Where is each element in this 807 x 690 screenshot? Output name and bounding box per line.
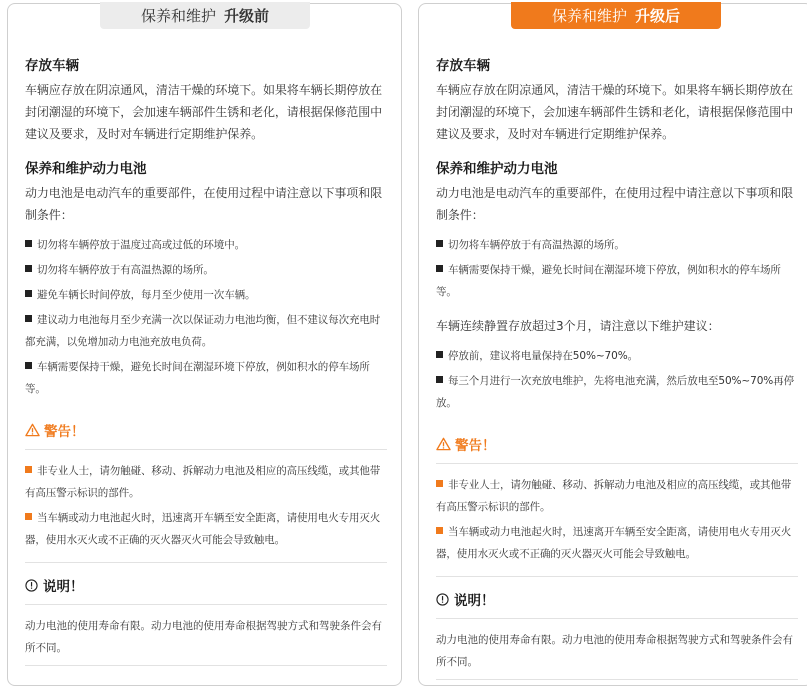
info-title: 说明！ (454, 593, 495, 609)
battery-heading: 保养和维护动力电池 (436, 161, 558, 177)
bullet-icon (436, 527, 443, 534)
info-body: 动力电池的使用寿命有限。动力电池的使用寿命根据驾驶方式和驾驶条件会有所不同。 (25, 615, 387, 666)
list-item: 停放前，建议将电量保持在50%~70%。 (436, 345, 798, 367)
bullet-icon (25, 466, 32, 473)
panel-after (418, 3, 807, 686)
tab-tag: 升级前 (224, 7, 270, 25)
list-item: 非专业人士，请勿触碰、移动、拆解动力电池及相应的高压线缆，或其他带有高压警示标识的部件。 (25, 465, 381, 499)
info-circle-icon (25, 579, 38, 592)
bullet-icon (25, 265, 32, 272)
storage-list (436, 345, 798, 414)
list-item: 车辆需要保持干燥，避免长时间在潮湿环境下停放，例如积水的停车场所等。 (25, 361, 370, 395)
bullet-icon (436, 240, 443, 247)
list-item: 避免车辆长时间停放，每月至少使用一次车辆。 (25, 284, 387, 306)
bullet-icon (25, 290, 32, 297)
list-item: 切勿将车辆停放于温度过高或过低的环境中。 (25, 234, 387, 256)
store-heading: 存放车辆 (25, 58, 79, 74)
tab-after (511, 2, 721, 29)
list-item: 当车辆或动力电池起火时，迅速离开车辆至安全距离，请使用电火专用灭火器，使用水灭火或不正确的灭火器灭火可能会导致触电。 (25, 512, 381, 546)
warning-list (436, 474, 798, 577)
warning-list (25, 460, 387, 563)
warning-heading (25, 420, 387, 450)
warning-triangle-icon (436, 437, 451, 451)
list-item: 切勿将车辆停放于有高温热源的场所。 (436, 234, 798, 256)
store-body: 车辆应存放在阴凉通风，清洁干燥的环境下。如果将车辆长期停放在封闭潮湿的环境下，会加速车辆部件生锈和老化，请根据保修范围中建议及要求，及时对车辆进行定期维护保养。 (25, 83, 383, 141)
bullet-icon (25, 315, 32, 322)
warning-title: 警告！ (455, 438, 496, 454)
info-heading (436, 589, 798, 619)
panel-content (436, 56, 798, 680)
list-item: 切勿将车辆停放于有高温热源的场所。 (25, 259, 387, 281)
tab-title: 保养和维护 (551, 7, 627, 25)
bullet-icon (25, 362, 32, 369)
tab-title: 保养和维护 (140, 7, 216, 25)
warning-heading (436, 434, 798, 464)
panel-content (25, 56, 387, 666)
list-item: 非专业人士，请勿触碰、移动、拆解动力电池及相应的高压线缆，或其他带有高压警示标识的部件。 (436, 479, 792, 513)
warning-triangle-icon (25, 423, 40, 437)
battery-body: 动力电池是电动汽车的重要部件，在使用过程中请注意以下事项和限制条件： (25, 186, 383, 222)
tab-before (100, 2, 310, 29)
bullet-icon (436, 480, 443, 487)
list-item: 当车辆或动力电池起火时，迅速离开车辆至安全距离，请使用电火专用灭火器，使用水灭火或不正确的灭火器灭火可能会导致触电。 (436, 526, 792, 560)
battery-heading: 保养和维护动力电池 (25, 161, 147, 177)
store-body: 车辆应存放在阴凉通风，清洁干燥的环境下。如果将车辆长期停放在封闭潮湿的环境下，会加速车辆部件生锈和老化，请根据保修范围中建议及要求，及时对车辆进行定期维护保养。 (436, 83, 794, 141)
bullet-icon (436, 351, 443, 358)
panel-before (7, 3, 402, 686)
warning-title: 警告！ (44, 424, 85, 440)
info-heading (25, 575, 387, 605)
info-circle-icon (436, 593, 449, 606)
battery-list (25, 234, 387, 400)
tab-tag: 升级后 (635, 7, 681, 25)
bullet-icon (436, 376, 443, 383)
battery-body: 动力电池是电动汽车的重要部件，在使用过程中请注意以下事项和限制条件： (436, 186, 794, 222)
bullet-icon (25, 240, 32, 247)
info-body: 动力电池的使用寿命有限。动力电池的使用寿命根据驾驶方式和驾驶条件会有所不同。 (436, 629, 798, 680)
list-item: 每三个月进行一次充放电维护，先将电池充满，然后放电至50%~70%再停放。 (436, 375, 794, 409)
list-item: 建议动力电池每月至少充满一次以保证动力电池均衡，但不建议每次充电时都充满，以免增加动力电池充放电负荷。 (25, 314, 381, 348)
list-item: 车辆需要保持干燥，避免长时间在潮湿环境下停放，例如积水的停车场所等。 (436, 264, 781, 298)
battery-list (436, 234, 798, 303)
info-title: 说明！ (43, 579, 84, 595)
storage-note: 车辆连续静置存放超过3个月，请注意以下维护建议： (436, 319, 720, 333)
bullet-icon (436, 265, 443, 272)
bullet-icon (25, 513, 32, 520)
store-heading: 存放车辆 (436, 58, 490, 74)
